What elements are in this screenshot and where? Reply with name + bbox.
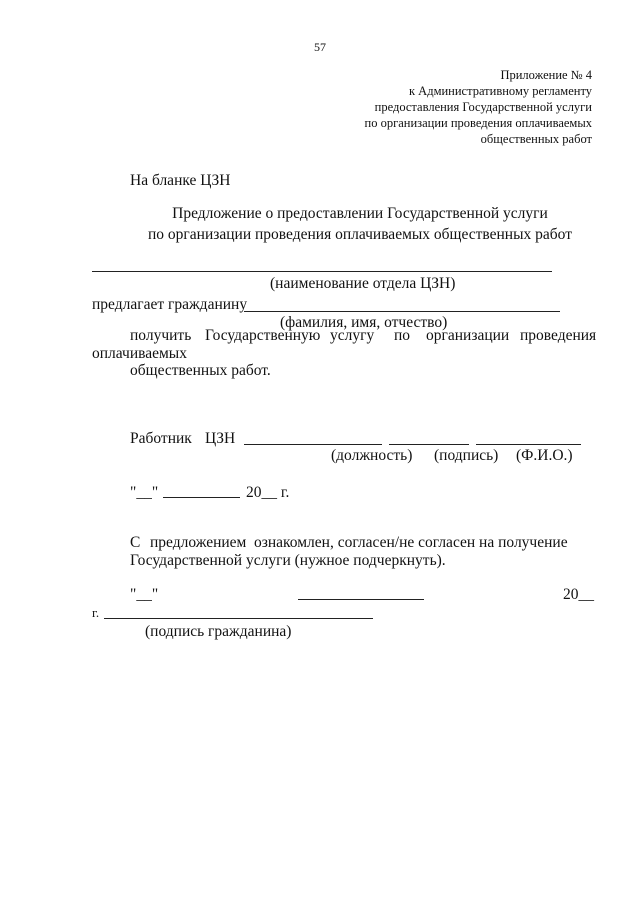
- ack-rest: ознакомлен, согласен/не согласен на получение: [254, 534, 568, 551]
- appendix-line-3: предоставления Государственной услуги: [374, 100, 592, 114]
- citizen-name-field[interactable]: [244, 311, 560, 312]
- body-word-6: проведения: [520, 327, 597, 344]
- ack-word-2: предложением: [150, 534, 247, 551]
- body-word-1: получить: [130, 327, 192, 344]
- body-word-3: услугу: [330, 327, 375, 344]
- ack-line-2: Государственной услуги (нужное подчеркнуть).: [130, 552, 446, 569]
- page-number: 57: [314, 40, 326, 54]
- citizen-date-g: г.: [92, 605, 100, 620]
- employee-czn-label: ЦЗН: [205, 430, 236, 447]
- citizen-signature-field[interactable]: [104, 618, 373, 619]
- position-caption: (должность): [331, 447, 413, 464]
- employee-fio-caption: (Ф.И.О.): [516, 447, 573, 464]
- signature-caption: (подпись): [434, 447, 499, 464]
- appendix-line-5: общественных работ: [480, 132, 592, 146]
- date-day: "__": [130, 484, 159, 501]
- employee-signature-field[interactable]: [389, 444, 469, 445]
- citizen-date-year: 20__: [563, 586, 594, 603]
- citizen-date-month-field[interactable]: [298, 599, 424, 600]
- body-line-2: оплачиваемых: [92, 345, 187, 362]
- fio-caption: (фамилия, имя, отчество): [280, 314, 448, 331]
- citizen-signature-caption: (подпись гражданина): [145, 623, 292, 640]
- department-name-field[interactable]: [92, 271, 552, 272]
- appendix-line-1: Приложение № 4: [500, 68, 592, 82]
- document-title-line-2: по организации проведения оплачиваемых общественных работ: [148, 226, 572, 243]
- employee-position-field[interactable]: [244, 444, 382, 445]
- date-year: 20__ г.: [246, 484, 290, 501]
- appendix-line-4: по организации проведения оплачиваемых: [364, 116, 592, 130]
- document-title-line-1: Предложение о предоставлении Государственной услуги: [172, 205, 548, 222]
- ack-word-1: С: [130, 534, 141, 551]
- letterhead-note: На бланке ЦЗН: [130, 172, 231, 189]
- body-word-5: организации: [426, 327, 510, 344]
- employee-fio-field[interactable]: [476, 444, 581, 445]
- body-word-4: по: [394, 327, 411, 344]
- date-month-field[interactable]: [163, 497, 240, 498]
- citizen-date-day: "__": [130, 586, 159, 603]
- body-line-3: общественных работ.: [130, 362, 271, 379]
- employee-label: Работник: [130, 430, 192, 447]
- appendix-line-2: к Административному регламенту: [408, 84, 592, 98]
- offers-to-citizen-label: предлагает гражданину: [92, 296, 248, 313]
- body-word-2: Государственную: [205, 327, 321, 344]
- department-caption: (наименование отдела ЦЗН): [270, 275, 456, 292]
